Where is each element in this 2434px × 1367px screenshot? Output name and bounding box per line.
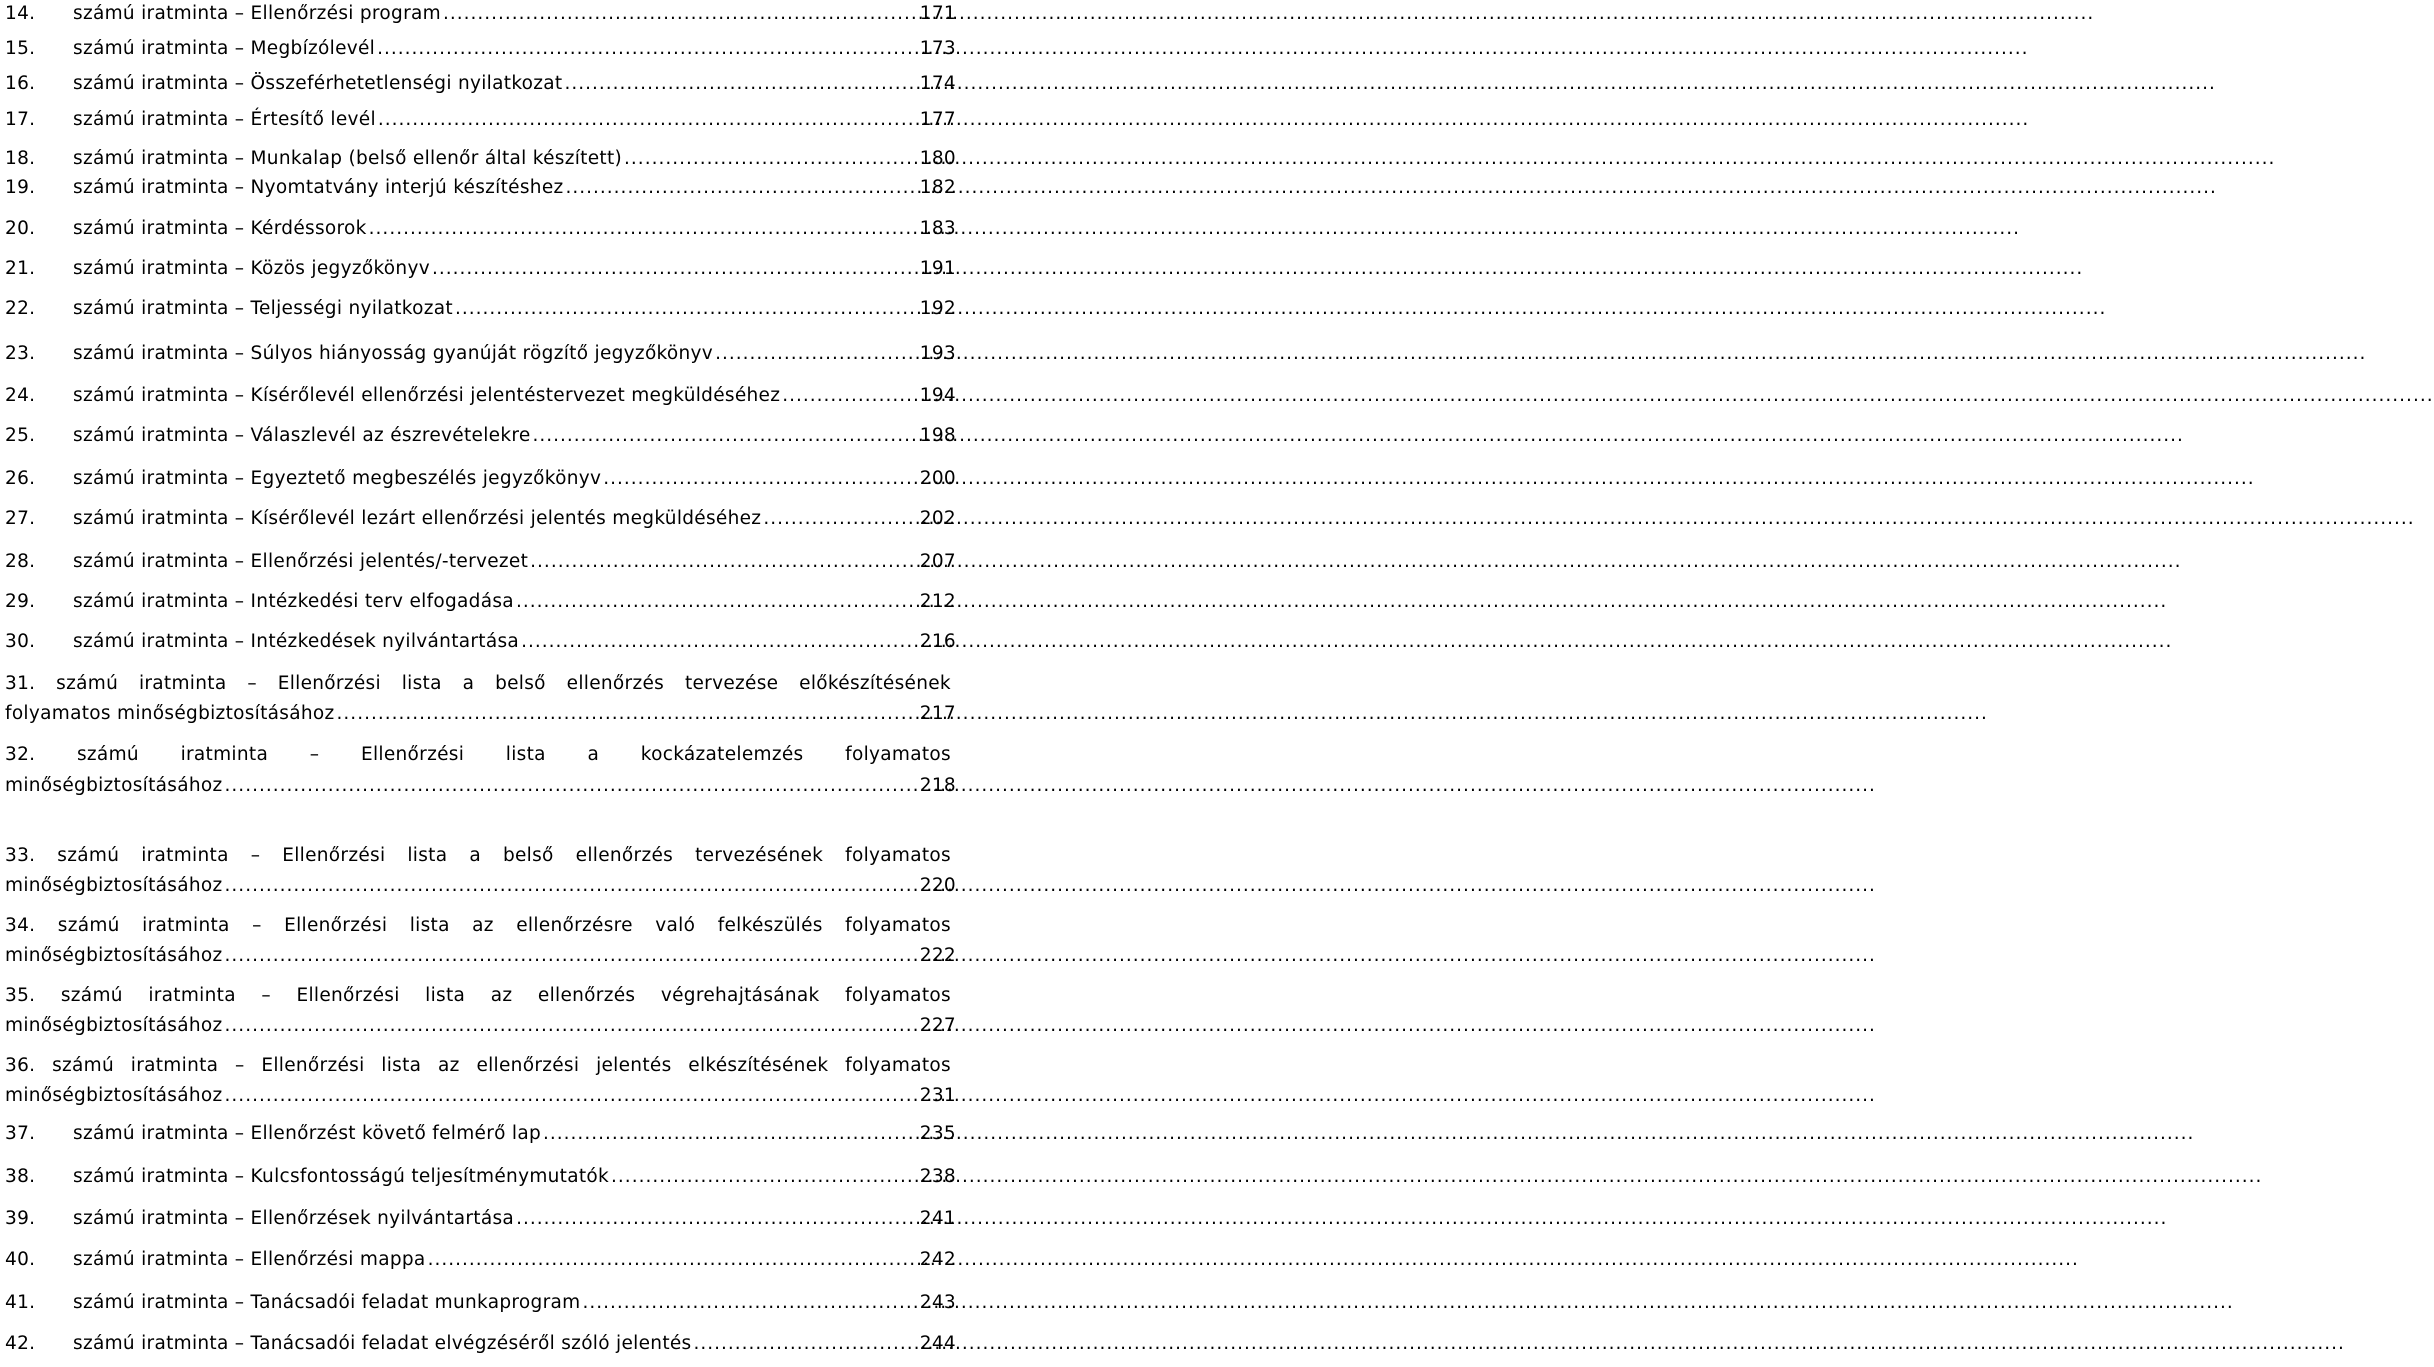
entry-number: 28. bbox=[5, 551, 36, 572]
title-word: lista bbox=[381, 1055, 422, 1076]
entry-number: 42. bbox=[5, 1333, 36, 1354]
page-number: 244 bbox=[919, 1333, 956, 1354]
entry-title: számú iratminta – Intézkedési terv elfogadása bbox=[73, 591, 514, 612]
toc-entry[interactable] bbox=[5, 70, 956, 100]
entry-number: 14. bbox=[5, 3, 36, 24]
page-number: 194 bbox=[919, 385, 956, 406]
toc-line bbox=[5, 548, 956, 578]
toc-line bbox=[5, 1246, 956, 1276]
toc-entry[interactable] bbox=[5, 465, 956, 495]
toc-line bbox=[5, 1163, 956, 1193]
title-word: – bbox=[261, 985, 271, 1006]
title-word: kockázatelemzés bbox=[640, 744, 804, 765]
toc-entry-wrapped[interactable] bbox=[5, 741, 956, 796]
page-number: 171 bbox=[919, 3, 956, 24]
title-word: számú bbox=[57, 845, 120, 866]
title-word: – bbox=[309, 744, 320, 765]
page-number: 200 bbox=[919, 468, 956, 489]
title-word: a bbox=[469, 845, 481, 866]
toc-line bbox=[5, 174, 956, 204]
title-word: ellenőrzés bbox=[537, 985, 636, 1006]
toc-line-first bbox=[5, 982, 951, 1012]
toc-entry[interactable] bbox=[5, 174, 956, 204]
toc-entry[interactable] bbox=[5, 295, 956, 325]
title-word: iratminta bbox=[141, 845, 229, 866]
entry-number: 41. bbox=[5, 1292, 36, 1313]
toc-line bbox=[5, 70, 956, 100]
toc-entry[interactable] bbox=[5, 35, 956, 65]
title-word: iratminta bbox=[138, 673, 227, 694]
page-number: 193 bbox=[919, 343, 956, 364]
title-word: Ellenőrzési bbox=[282, 845, 386, 866]
title-word: ellenőrzési bbox=[476, 1055, 580, 1076]
entry-title: számú iratminta – Közös jegyzőkönyv bbox=[73, 258, 430, 279]
entry-title: számú iratminta – Megbízólevél bbox=[73, 38, 376, 59]
toc-line bbox=[5, 1120, 956, 1150]
toc-line-first bbox=[5, 741, 951, 771]
entry-number: 36. bbox=[5, 1055, 36, 1076]
toc-entry[interactable] bbox=[5, 340, 956, 370]
title-word: elkészítésének bbox=[688, 1055, 829, 1076]
dot-leader bbox=[763, 505, 917, 533]
dot-leader bbox=[455, 295, 918, 323]
title-word: lista bbox=[409, 915, 450, 936]
entry-title: számú iratminta – Intézkedések nyilvántartása bbox=[73, 631, 520, 652]
dot-leader bbox=[611, 1163, 918, 1191]
dot-leader bbox=[530, 548, 918, 576]
dot-leader bbox=[694, 1330, 918, 1358]
title-word: lista bbox=[401, 673, 442, 694]
title-word: az bbox=[438, 1055, 460, 1076]
entry-title: számú iratminta – Válaszlevél az észrevételekre bbox=[73, 425, 531, 446]
dot-leader bbox=[521, 628, 918, 656]
entry-title: számú iratminta – Ellenőrzési jelentés/-tervezet bbox=[73, 551, 529, 572]
entry-number: 20. bbox=[5, 218, 36, 239]
dot-leader bbox=[624, 145, 918, 173]
dot-leader bbox=[782, 382, 918, 410]
entry-title: számú iratminta – Kulcsfontosságú teljesítménymutatók bbox=[73, 1166, 610, 1187]
entry-title-continued: minőségbiztosításához bbox=[5, 1085, 223, 1106]
dot-leader bbox=[225, 872, 918, 900]
page-number: 180 bbox=[919, 148, 956, 169]
toc-entry-wrapped[interactable] bbox=[5, 842, 956, 896]
toc-entry[interactable] bbox=[5, 145, 956, 175]
toc-entry[interactable] bbox=[5, 548, 956, 578]
entry-number: 35. bbox=[5, 985, 36, 1006]
title-word: Ellenőrzési bbox=[296, 985, 400, 1006]
title-word: lista bbox=[407, 845, 448, 866]
toc-line bbox=[5, 215, 956, 245]
toc-line-first bbox=[5, 1052, 951, 1082]
title-word: belső bbox=[495, 673, 546, 694]
title-word: Ellenőrzési bbox=[261, 1055, 365, 1076]
toc-entry[interactable] bbox=[5, 628, 956, 658]
entry-title: számú iratminta – Összeférhetetlenségi nyilatkozat bbox=[73, 73, 563, 94]
toc-line-first bbox=[5, 842, 951, 872]
title-word: számú bbox=[56, 673, 119, 694]
title-word: az bbox=[490, 985, 513, 1006]
toc-entry-wrapped[interactable] bbox=[5, 670, 956, 724]
toc-entry[interactable] bbox=[5, 588, 956, 618]
page-number: 216 bbox=[919, 631, 956, 652]
page-number: 177 bbox=[919, 109, 956, 130]
toc-entry[interactable] bbox=[5, 255, 956, 285]
entry-number: 37. bbox=[5, 1123, 36, 1144]
entry-number: 39. bbox=[5, 1208, 36, 1229]
title-word: végrehajtásának bbox=[660, 985, 820, 1006]
dot-leader bbox=[565, 70, 918, 98]
toc-line bbox=[5, 255, 956, 285]
title-word: lista bbox=[505, 744, 546, 765]
title-word: az bbox=[472, 915, 494, 936]
toc-entry[interactable] bbox=[5, 1330, 956, 1360]
toc-entry[interactable] bbox=[5, 1289, 956, 1319]
entry-number: 31. bbox=[5, 673, 36, 694]
title-word: folyamatos bbox=[845, 744, 951, 765]
title-word: folyamatos bbox=[845, 915, 951, 936]
page-number: 243 bbox=[919, 1292, 956, 1313]
title-word: számú bbox=[57, 915, 120, 936]
entry-title: számú iratminta – Nyomtatvány interjú készítéshez bbox=[73, 177, 564, 198]
toc-entry[interactable] bbox=[5, 0, 956, 30]
page-number: 242 bbox=[919, 1249, 956, 1270]
toc-line bbox=[5, 382, 956, 412]
entry-title: számú iratminta – Ellenőrzési program bbox=[73, 3, 441, 24]
toc-entry[interactable] bbox=[5, 1246, 956, 1276]
dot-leader bbox=[378, 106, 918, 134]
entry-number: 38. bbox=[5, 1166, 36, 1187]
entry-title: számú iratminta – Értesítő levél bbox=[73, 109, 376, 130]
toc-line-second bbox=[5, 942, 956, 972]
toc-line bbox=[5, 35, 956, 65]
entry-number: 30. bbox=[5, 631, 36, 652]
page-number: 183 bbox=[919, 218, 956, 239]
title-word: iratminta bbox=[130, 1055, 219, 1076]
dot-leader bbox=[432, 255, 918, 283]
toc-line bbox=[5, 145, 956, 175]
toc-line bbox=[5, 588, 956, 618]
entry-title-continued: minőségbiztosításához bbox=[5, 775, 223, 796]
title-word: folyamatos bbox=[845, 985, 951, 1006]
toc-line bbox=[5, 505, 956, 535]
page-number: 212 bbox=[919, 591, 956, 612]
entry-title: számú iratminta – Súlyos hiányosság gyanúját rögzítő jegyzőkönyv bbox=[73, 343, 714, 364]
toc-entry-wrapped[interactable] bbox=[5, 912, 956, 966]
entry-number: 16. bbox=[5, 73, 36, 94]
dot-leader bbox=[225, 1082, 918, 1110]
page-number: 218 bbox=[919, 775, 956, 796]
dot-leader bbox=[428, 1246, 918, 1274]
title-word: belső bbox=[502, 845, 554, 866]
entry-title: számú iratminta – Munkalap (belső ellenőr által készített) bbox=[73, 148, 623, 169]
page-number: 191 bbox=[919, 258, 956, 279]
toc-line-second bbox=[5, 1082, 956, 1112]
title-word: való bbox=[655, 915, 696, 936]
entry-title: számú iratminta – Kísérőlevél lezárt ellenőrzési jelentés megküldéséhez bbox=[73, 508, 762, 529]
toc-entry[interactable] bbox=[5, 382, 956, 412]
title-word: tervezésének bbox=[695, 845, 824, 866]
title-word: jelentés bbox=[596, 1055, 672, 1076]
toc-line bbox=[5, 295, 956, 325]
title-word: a bbox=[587, 744, 600, 765]
dot-leader bbox=[443, 0, 918, 28]
title-word: – bbox=[247, 673, 257, 694]
page-number: 217 bbox=[919, 703, 956, 724]
entry-title-continued: minőségbiztosításához bbox=[5, 945, 223, 966]
entry-title: számú iratminta – Tanácsadói feladat munkaprogram bbox=[73, 1292, 581, 1313]
dot-leader bbox=[225, 1012, 918, 1040]
entry-title: számú iratminta – Teljességi nyilatkozat bbox=[73, 298, 453, 319]
page-number: 192 bbox=[919, 298, 956, 319]
page-number: 198 bbox=[919, 425, 956, 446]
page-number: 207 bbox=[919, 551, 956, 572]
toc-line bbox=[5, 0, 956, 30]
toc-entry[interactable] bbox=[5, 1163, 956, 1193]
entry-title: számú iratminta – Egyeztető megbeszélés jegyzőkönyv bbox=[73, 468, 602, 489]
entry-title-continued: minőségbiztosításához bbox=[5, 1015, 223, 1036]
entry-number: 27. bbox=[5, 508, 36, 529]
page-number: 238 bbox=[919, 1166, 956, 1187]
toc-entry[interactable] bbox=[5, 1205, 956, 1235]
entry-title: számú iratminta – Kérdéssorok bbox=[73, 218, 367, 239]
title-word: Ellenőrzési bbox=[284, 915, 388, 936]
entry-title: számú iratminta – Ellenőrzési mappa bbox=[73, 1249, 426, 1270]
entry-title: számú iratminta – Ellenőrzések nyilvántartása bbox=[73, 1208, 515, 1229]
entry-number: 24. bbox=[5, 385, 36, 406]
dot-leader bbox=[337, 700, 918, 728]
title-word: folyamatos bbox=[845, 1055, 951, 1076]
page-number: 182 bbox=[919, 177, 956, 198]
toc-line-second bbox=[5, 872, 956, 902]
title-word: ellenőrzésre bbox=[516, 915, 633, 936]
dot-leader bbox=[369, 215, 918, 243]
toc-line bbox=[5, 1205, 956, 1235]
entry-title-continued: minőségbiztosításához bbox=[5, 875, 223, 896]
title-word: előkészítésének bbox=[799, 673, 951, 694]
toc-line-second bbox=[5, 1012, 956, 1042]
entry-number: 34. bbox=[5, 915, 36, 936]
toc-line-second bbox=[5, 700, 956, 730]
toc-line bbox=[5, 106, 956, 136]
dot-leader bbox=[582, 1289, 917, 1317]
toc-line bbox=[5, 465, 956, 495]
page-number: 220 bbox=[919, 875, 956, 896]
dot-leader bbox=[715, 340, 918, 368]
dot-leader bbox=[225, 772, 918, 800]
entry-number: 26. bbox=[5, 468, 36, 489]
toc-entry[interactable] bbox=[5, 422, 956, 452]
entry-title: számú iratminta – Tanácsadói feladat elvégzéséről szóló jelentés bbox=[73, 1333, 692, 1354]
dot-leader bbox=[225, 942, 918, 970]
title-word: Ellenőrzési bbox=[277, 673, 381, 694]
entry-number: 22. bbox=[5, 298, 36, 319]
entry-number: 33. bbox=[5, 845, 36, 866]
entry-number: 29. bbox=[5, 591, 36, 612]
page-number: 235 bbox=[919, 1123, 956, 1144]
title-word: Ellenőrzési bbox=[360, 744, 465, 765]
dot-leader bbox=[377, 35, 918, 63]
entry-number: 19. bbox=[5, 177, 36, 198]
title-word: iratminta bbox=[142, 915, 230, 936]
page-number: 227 bbox=[919, 1015, 956, 1036]
title-word: ellenőrzés bbox=[566, 673, 665, 694]
entry-title-continued: folyamatos minőségbiztosításához bbox=[5, 703, 335, 724]
dot-leader bbox=[566, 174, 918, 202]
title-word: iratminta bbox=[180, 744, 269, 765]
page-number: 222 bbox=[919, 945, 956, 966]
dot-leader bbox=[603, 465, 918, 493]
entry-number: 21. bbox=[5, 258, 36, 279]
entry-number: 40. bbox=[5, 1249, 36, 1270]
entry-number: 17. bbox=[5, 109, 36, 130]
entry-title: számú iratminta – Kísérőlevél ellenőrzési jelentéstervezet megküldéséhez bbox=[73, 385, 781, 406]
toc-entry[interactable] bbox=[5, 1120, 956, 1150]
page-number: 173 bbox=[919, 38, 956, 59]
title-word: iratminta bbox=[148, 985, 236, 1006]
toc-line-first bbox=[5, 912, 951, 942]
toc-line bbox=[5, 340, 956, 370]
toc-line bbox=[5, 422, 956, 452]
title-word: lista bbox=[425, 985, 466, 1006]
entry-number: 25. bbox=[5, 425, 36, 446]
dot-leader bbox=[533, 422, 918, 450]
title-word: számú bbox=[76, 744, 139, 765]
entry-number: 18. bbox=[5, 148, 36, 169]
toc-entry[interactable] bbox=[5, 215, 956, 245]
page-number: 202 bbox=[919, 508, 956, 529]
dot-leader bbox=[516, 1205, 918, 1233]
toc-line bbox=[5, 1330, 956, 1360]
toc-line-second bbox=[5, 772, 956, 802]
title-word: felkészülés bbox=[717, 915, 823, 936]
toc-entry-wrapped[interactable] bbox=[5, 1052, 956, 1106]
dot-leader bbox=[516, 588, 918, 616]
toc-line-first bbox=[5, 670, 951, 700]
entry-number: 23. bbox=[5, 343, 36, 364]
page-number: 174 bbox=[919, 73, 956, 94]
title-word: – bbox=[250, 845, 261, 866]
page-number: 241 bbox=[919, 1208, 956, 1229]
page-number: 231 bbox=[919, 1085, 956, 1106]
title-word: tervezése bbox=[684, 673, 779, 694]
toc-line bbox=[5, 628, 956, 658]
toc-line bbox=[5, 1289, 956, 1319]
title-word: számú bbox=[60, 985, 123, 1006]
entry-number: 32. bbox=[5, 744, 36, 765]
title-word: – bbox=[252, 915, 262, 936]
entry-title: számú iratminta – Ellenőrzést követő felmérő lap bbox=[73, 1123, 542, 1144]
title-word: folyamatos bbox=[845, 845, 951, 866]
entry-number: 15. bbox=[5, 38, 36, 59]
title-word: számú bbox=[52, 1055, 115, 1076]
toc-entry[interactable] bbox=[5, 106, 956, 136]
title-word: ellenőrzés bbox=[575, 845, 674, 866]
title-word: a bbox=[462, 673, 475, 694]
title-word: – bbox=[235, 1055, 245, 1076]
toc-entry[interactable] bbox=[5, 505, 956, 535]
dot-leader bbox=[543, 1120, 918, 1148]
toc-entry-wrapped[interactable] bbox=[5, 982, 956, 1036]
